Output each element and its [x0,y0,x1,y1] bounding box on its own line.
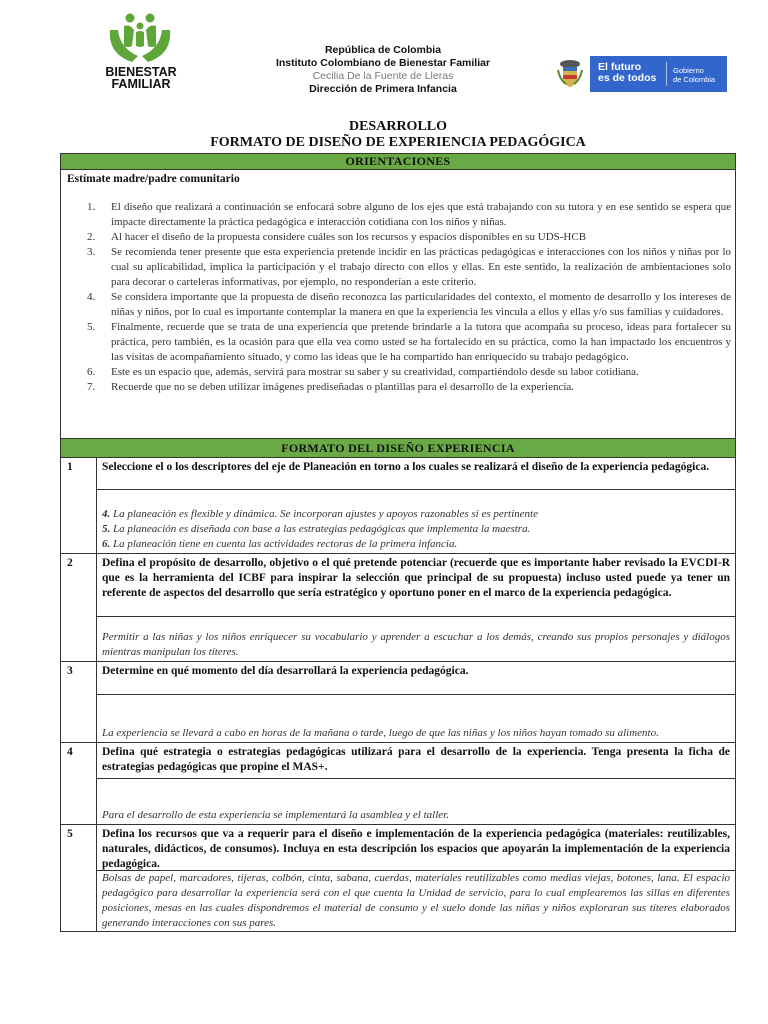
answer [97,490,735,553]
formato-heading: FORMATO DEL DISEÑO EXPERIENCIA [61,439,735,458]
list-item-text: Se recomienda tener presente que esta experiencia pretende incidir en las prácticas pedagógicas e interacciones con los niños y niñas por lo cual su aplicabilidad, implica la participación y el trabajo directo con ellos y ellas. En este sentido, la realización de ambientaciones solo para decorar o carteleras informativas, por ejemplo, no responderían a este criterio. [111,246,731,288]
question: Defina el propósito de desarrollo, objetivo o el qué pretende potenciar (recuerde que es importante haber revisado la EVCDI-R que es la herramienta del ICBF para inspirar la selección que principal de su propuesta) incluso usted puede ya tener un referente de aspectos del desarrollo que sería estratégico y oportuno poner en el marco de la experiencia pedagógica. [97,554,735,617]
row-number: 1 [61,458,97,553]
list-item [61,200,737,230]
row-number: 4 [61,743,97,824]
row-number: 3 [61,662,97,742]
list-item-number: 5. [87,321,96,333]
gov-separator [666,62,667,86]
answer: Para el desarrollo de esta experiencia se implementará la asamblea y el taller. [102,809,449,821]
institute-name: Instituto Colombiano de Bienestar Familiar [275,57,491,69]
list-item-text: Recuerde que no se deben utilizar imágenes prediseñadas o plantillas para el desarrollo de la experiencia. [111,381,575,393]
list-item [61,365,737,380]
document-header [0,0,768,110]
gov-label-line-1: Gobierno [673,66,704,75]
list-item-number: 2. [87,231,96,243]
logo-wordmark [101,66,181,90]
question: Defina los recursos que va a requerir para el diseño e implementación de la experiencia pedagógica (materiales: reutilizables, naturales, didácticos, de consumos). Incluya en esta descripción los espacios que apoyarán la implementación de la experiencia pedagógica. [97,825,735,871]
answer-line [102,507,730,522]
table-row [61,554,735,662]
orientaciones-heading: ORIENTACIONES [61,154,735,170]
list-item [61,230,737,245]
logo-line-1: BIENESTAR [105,65,177,79]
table-row [61,743,735,825]
list-item-number: 6. [87,366,96,378]
answer: Permitir a las niñas y los niños enriquecer su vocabulario y aprender a escuchar a los demás, creando sus propios personajes y diálogos mientras manipulan los títeres. [102,631,730,658]
answer: Bolsas de papel, marcadores, tijeras, colbón, cinta, sabana, cuerdas, materiales reutilizables como medias viejas, botones, lana. El espacio pedagógico para desarrollar la experiencia será con el que cuenta la Unidad de servicio, para lo cual emplearemos las sillas en diferentes posiciones, mesas en las cuales dispondremos el material de consumo y el suelo donde las niñas y niños exploraran sus títeres elaborados generando interacciones con sus pares. [102,872,730,929]
list-item-number: 4. [87,291,96,303]
document-title-line-2: FORMATO DE DISEÑO DE EXPERIENCIA PEDAGÓGICA [210,135,586,150]
row-number: 5 [61,825,97,931]
list-item [61,320,737,365]
document-title-line-1: DESARROLLO [348,119,448,134]
descriptor-number: 5. [102,523,111,535]
list-item [61,245,737,290]
descriptor-text: La planeación tiene en cuenta las actividades rectoras de la primera infancia. [110,538,458,550]
question: Seleccione el o los descriptores del eje de Planeación en torno a los cuales se realizará el diseño de la experiencia pedagógica. [97,458,735,490]
director-name: Cecilia De la Fuente de Lleras [312,70,454,82]
institution-block [230,44,536,96]
descriptor-number: 4. [102,508,111,520]
coat-of-arms-icon [554,56,586,92]
greeting: Estímate madre/padre comunitario [67,173,240,185]
gov-slogan [598,62,656,84]
answer-line [102,537,730,552]
row-body [97,554,735,661]
answer-line [102,522,730,537]
table-row [61,825,735,931]
list-item-text: Al hacer el diseño de la propuesta considere cuáles son los recursos y espacios disponibles en su UDS-HCB [111,231,587,243]
descriptor-text: La planeación es diseñada con base a las estrategias pedagógicas que implementa la maestra. [110,523,531,535]
descriptor-number: 6. [102,538,111,550]
government-logo [554,56,727,92]
list-item-text: El diseño que realizará a continuación se enfocará sobre alguno de los ejes que está trabajando con su tutora y en ese sentido se espera que impacte directamente la práctica pedagógica e interacción cotidiana con los niños y niñas. [111,201,731,228]
row-body [97,458,735,553]
list-item-number: 1. [87,201,96,213]
row-number: 2 [61,554,97,661]
gov-slogan-band [590,56,727,92]
list-item-text: Este es un espacio que, además, servirá para mostrar su saber y su creatividad, compartiéndolo desde su labor cotidiana. [111,366,639,378]
answer: La experiencia se llevará a cabo en horas de la mañana o tarde, luego de que las niñas y los niños hayan tomado su alimento. [102,727,659,739]
list-item-number: 3. [87,246,96,258]
descriptor-text: La planeación es flexible y dinámica. Se incorporan ajustes y apoyos razonables si es pertinente [110,508,538,520]
list-item [61,290,737,320]
format-table [60,153,736,932]
direction-name: Dirección de Primera Infancia [309,83,457,95]
table-row [61,662,735,743]
gov-slogan-line-2: es de todos [598,72,657,84]
list-item-text: Se considera importante que la propuesta de diseño reconozca las particularidades del contexto, el momento de desarrollo y los intereses de niñas y niños, por lo cual es importante contemplar la manera en que la experiencia les vincula a ellos y ellas y/o sus familias y cuidadores. [111,291,731,318]
list-item-text: Finalmente, recuerde que se trata de una experiencia que pretende brindarle a la tutora que acompaña su proceso, ideas para fortalecer su práctica, pero también, es la ocasión para que ella vea como usted se ha fortalecido en su práctica, como la han impactado los encuentros y las visitas de acompañamiento situado, y como las ideas que le ha compartido han enriquecido su trabajo pedagógico. [111,321,731,363]
list-item-number: 7. [87,381,96,393]
orientaciones-list [61,200,737,395]
row-body [97,825,735,931]
table-row [61,458,735,554]
orientaciones-section [61,170,735,439]
question: Determine en qué momento del día desarrollará la experiencia pedagógica. [97,662,735,695]
row-body [97,743,735,824]
question: Defina qué estrategia o estrategias pedagógicas utilizará para el desarrollo de la experiencia. Tenga presenta la ficha de estrategias pedagógicas que propine el MAS+. [97,743,735,779]
row-body [97,662,735,742]
gov-label-line-2: de Colombia [673,75,716,84]
list-item [61,380,737,395]
gov-label [673,66,715,84]
gov-slogan-line-1: El futuro [598,61,642,73]
republic-name: República de Colombia [324,44,442,56]
logo-line-2: FAMILIAR [111,77,171,91]
